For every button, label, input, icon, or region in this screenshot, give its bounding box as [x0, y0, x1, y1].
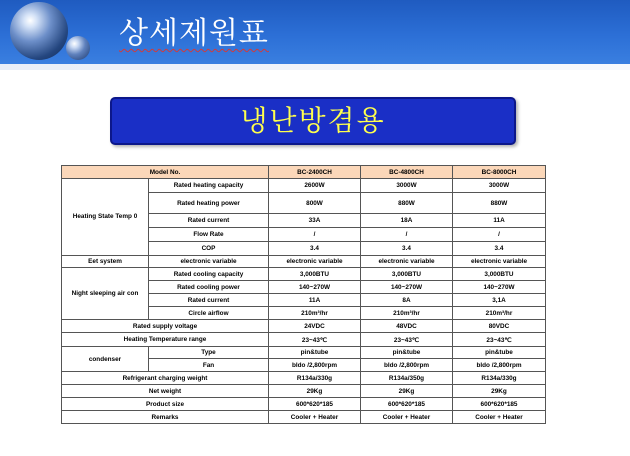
value-cell: 24VDC	[269, 320, 361, 333]
table-row	[62, 268, 546, 281]
table-row	[62, 411, 546, 424]
table-row	[62, 398, 546, 411]
value-cell: 8A	[361, 294, 453, 307]
row-label: Remarks	[62, 411, 269, 424]
value-cell: electronic variable	[361, 256, 453, 268]
value-cell: 3,000BTU	[453, 268, 546, 281]
value-cell: 210m³/hr	[269, 307, 361, 320]
condenser-group-label: condenser	[62, 347, 149, 372]
value-cell: 140~270W	[269, 281, 361, 294]
value-cell: 33A	[269, 214, 361, 228]
value-cell: 18A	[361, 214, 453, 228]
value-cell: 29Kg	[361, 385, 453, 398]
value-cell: electronic variable	[149, 256, 269, 268]
value-cell: 23~43℃	[361, 333, 453, 347]
cooling-group-label: Night sleeping air con	[62, 268, 149, 320]
category-banner: 냉난방겸용	[110, 97, 516, 145]
row-label: Rated cooling capacity	[149, 268, 269, 281]
value-cell: pin&tube	[361, 347, 453, 359]
value-cell: electronic variable	[269, 256, 361, 268]
value-cell: 210m³/hr	[453, 307, 546, 320]
row-label: COP	[149, 242, 269, 256]
value-cell: 3.4	[453, 242, 546, 256]
value-cell: /	[453, 228, 546, 242]
small-globe-decoration-icon	[66, 36, 90, 60]
row-label: Type	[149, 347, 269, 359]
value-cell: 11A	[269, 294, 361, 307]
value-cell: 880W	[453, 193, 546, 214]
value-cell: 600*620*185	[453, 398, 546, 411]
value-cell: 3000W	[453, 179, 546, 193]
row-label: Rated current	[149, 294, 269, 307]
value-cell: Cooler + Heater	[361, 411, 453, 424]
value-cell: 2600W	[269, 179, 361, 193]
value-cell: 48VDC	[361, 320, 453, 333]
table-row	[62, 333, 546, 347]
value-cell: 3.4	[269, 242, 361, 256]
row-label: Eet system	[62, 256, 149, 268]
header-cell: BC-2400CH	[269, 166, 361, 179]
spec-table	[61, 165, 546, 424]
value-cell: R134a/330g	[269, 372, 361, 385]
table-row	[62, 372, 546, 385]
value-cell: 600*620*185	[361, 398, 453, 411]
value-cell: 3,1A	[453, 294, 546, 307]
row-label: Flow Rate	[149, 228, 269, 242]
row-label: Circle airflow	[149, 307, 269, 320]
value-cell: R134a/350g	[361, 372, 453, 385]
value-cell: bldo /2,800rpm	[269, 359, 361, 372]
row-label: Rated heating capacity	[149, 179, 269, 193]
row-label: Rated current	[149, 214, 269, 228]
value-cell: 600*620*185	[269, 398, 361, 411]
header-cell: Model No.	[62, 166, 269, 179]
value-cell: R134a/330g	[453, 372, 546, 385]
value-cell: 23~43℃	[269, 333, 361, 347]
value-cell: 3,000BTU	[269, 268, 361, 281]
table-row	[62, 256, 546, 268]
value-cell: 800W	[269, 193, 361, 214]
value-cell: pin&tube	[453, 347, 546, 359]
row-label: Product size	[62, 398, 269, 411]
value-cell: 210m³/hr	[361, 307, 453, 320]
row-label: Fan	[149, 359, 269, 372]
heating-group-label: Heating State Temp 0	[62, 179, 149, 256]
value-cell: /	[361, 228, 453, 242]
row-label: Refrigerant charging weight	[62, 372, 269, 385]
value-cell: 11A	[453, 214, 546, 228]
value-cell: 140~270W	[361, 281, 453, 294]
value-cell: Cooler + Heater	[453, 411, 546, 424]
value-cell: electronic variable	[453, 256, 546, 268]
value-cell: bldo /2,800rpm	[453, 359, 546, 372]
table-row	[62, 320, 546, 333]
table-header-row	[62, 166, 546, 179]
header-cell: BC-8000CH	[453, 166, 546, 179]
value-cell: 23~43℃	[453, 333, 546, 347]
value-cell: 80VDC	[453, 320, 546, 333]
slide-title: 상세제원표	[119, 16, 269, 51]
value-cell: 3,000BTU	[361, 268, 453, 281]
value-cell: 3.4	[361, 242, 453, 256]
value-cell: Cooler + Heater	[269, 411, 361, 424]
table-row	[62, 385, 546, 398]
table-row	[62, 179, 546, 193]
globe-decoration-icon	[10, 2, 68, 60]
row-label: Rated heating power	[149, 193, 269, 214]
row-label: Net weight	[62, 385, 269, 398]
value-cell: 3000W	[361, 179, 453, 193]
row-label: Rated cooling power	[149, 281, 269, 294]
row-label: Heating Temperature range	[62, 333, 269, 347]
table-row	[62, 347, 546, 359]
header-cell: BC-4800CH	[361, 166, 453, 179]
row-label: Rated supply voltage	[62, 320, 269, 333]
value-cell: pin&tube	[269, 347, 361, 359]
header-divider	[0, 64, 630, 70]
value-cell: 29Kg	[453, 385, 546, 398]
value-cell: 29Kg	[269, 385, 361, 398]
value-cell: 880W	[361, 193, 453, 214]
value-cell: bldo /2,800rpm	[361, 359, 453, 372]
value-cell: /	[269, 228, 361, 242]
value-cell: 140~270W	[453, 281, 546, 294]
slide-header	[0, 0, 630, 64]
